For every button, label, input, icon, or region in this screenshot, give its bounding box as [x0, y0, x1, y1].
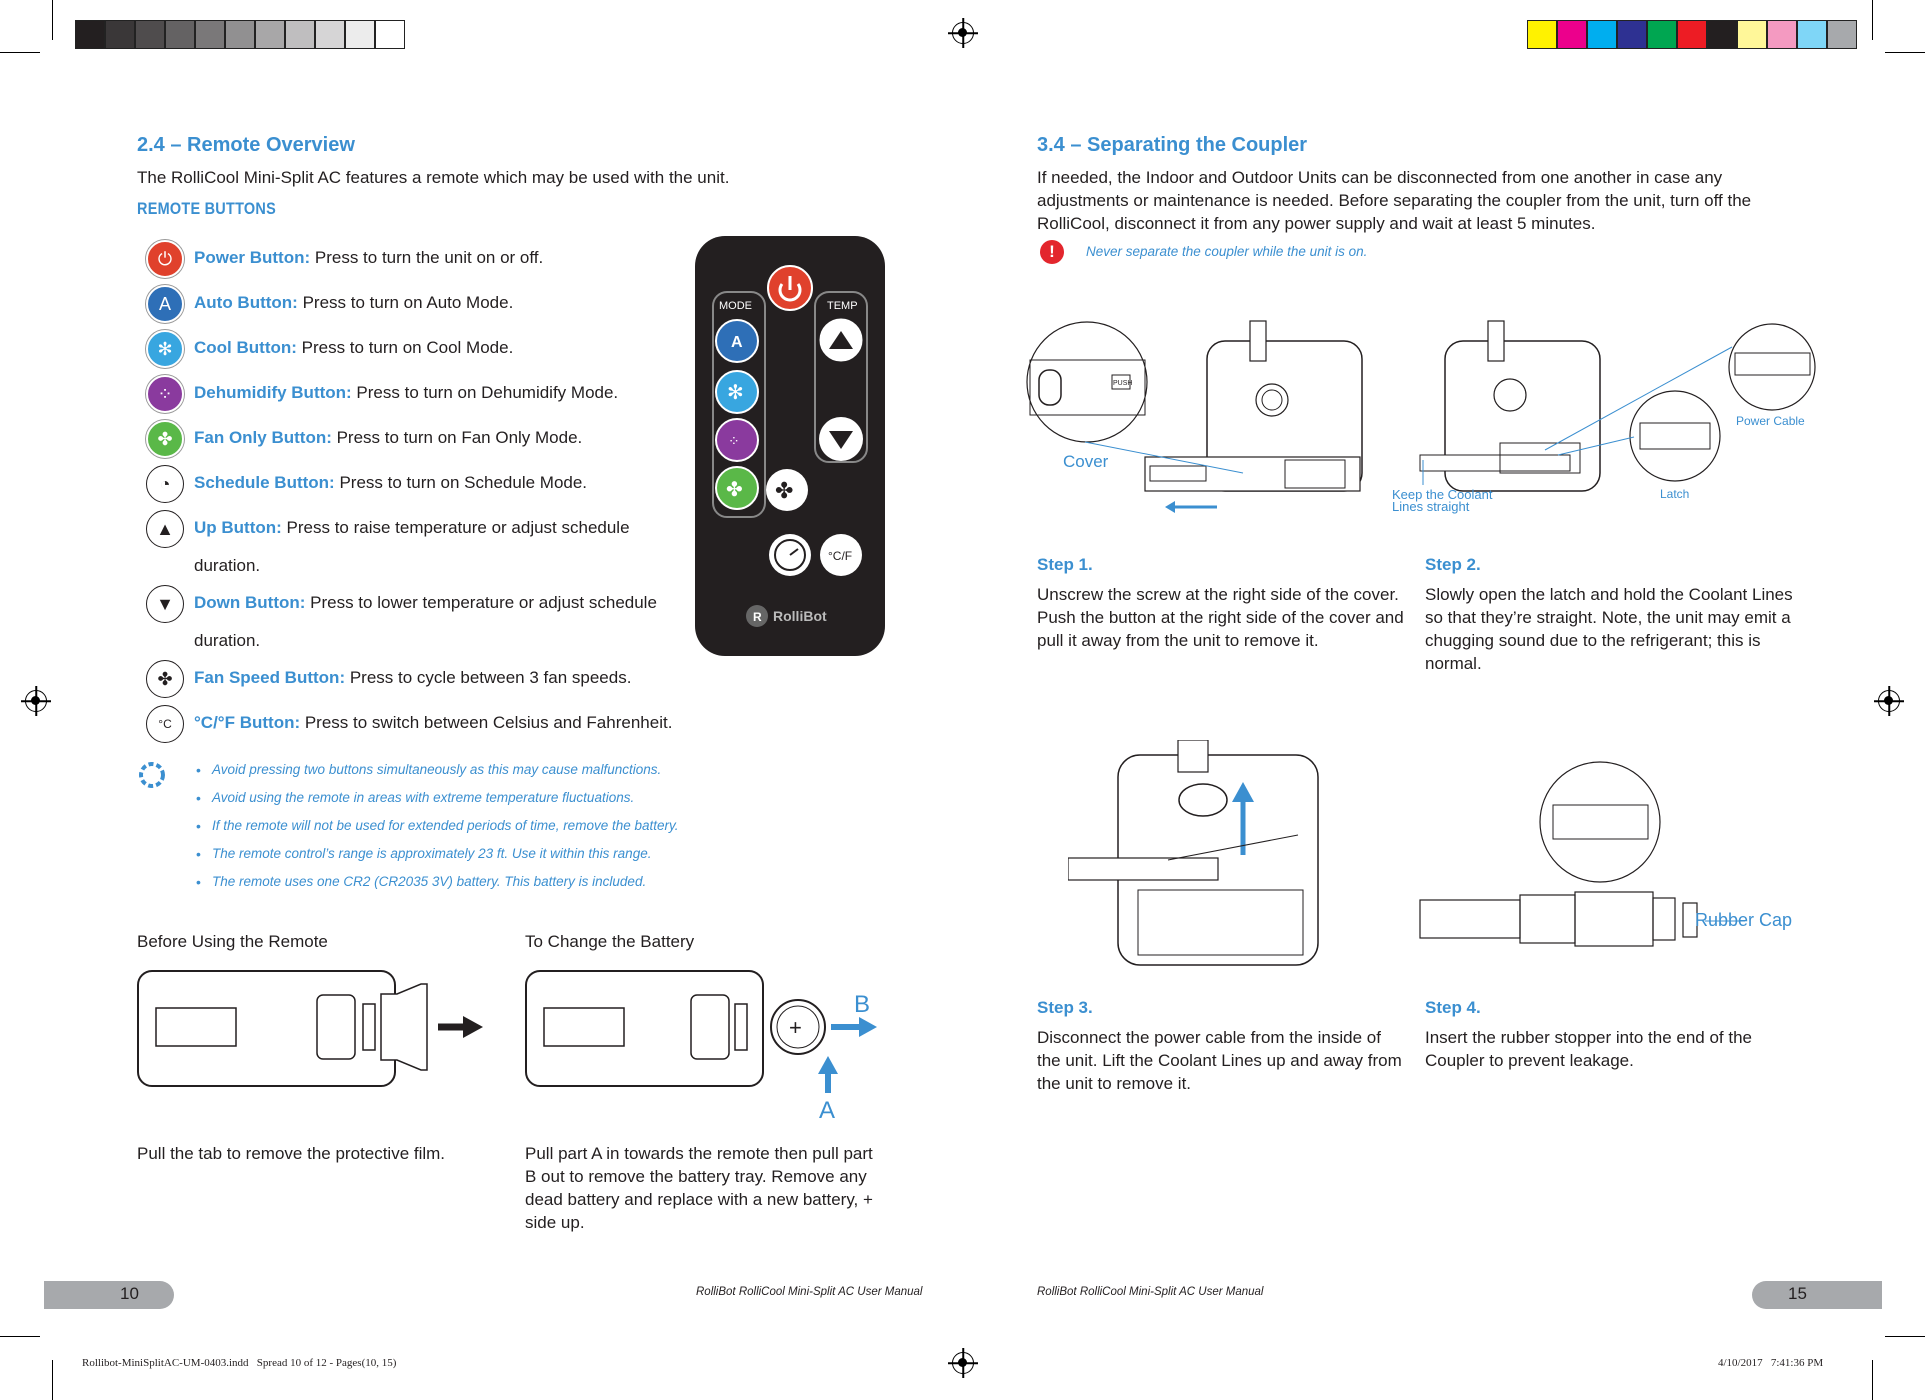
before-caption: Pull the tab to remove the protective film. — [137, 1144, 446, 1163]
warning-icon: ! — [1040, 240, 1064, 264]
page-number-tab — [1752, 1281, 1882, 1309]
remote-illustration — [690, 232, 890, 662]
color-swatch — [1647, 20, 1677, 49]
svg-text:✤: ✤ — [726, 477, 743, 501]
button-name: Fan Speed Button: — [194, 668, 346, 687]
note-bullet: • — [196, 874, 201, 890]
remove-film-illustration — [135, 968, 485, 1088]
color-swatch — [1557, 20, 1587, 49]
button-desc: Press to raise temperature or adjust schedule — [281, 518, 630, 537]
svg-text:°C/F: °C/F — [828, 549, 853, 563]
change-battery-illustration — [523, 968, 883, 1118]
button-name: Down Button: — [194, 593, 306, 612]
down-arrow-icon: ▼ — [146, 585, 184, 623]
power-cable-label: Power Cable — [1736, 414, 1805, 428]
step3-body: Disconnect the power cable from the inside of the unit. Lift the Coolant Lines up and away from the unit to remove it. — [1037, 1028, 1402, 1093]
svg-text:✤: ✤ — [775, 479, 794, 504]
remote-mode-label: MODE — [719, 300, 752, 312]
note-item: If the remote will not be used for extended periods of time, remove the battery. — [212, 818, 679, 833]
gray-swatch — [105, 20, 135, 49]
label-b: B — [854, 991, 871, 1018]
svg-text:+: + — [789, 1015, 802, 1040]
section-title: 2.4 – Remote Overview — [137, 134, 355, 156]
droplets-icon: ⁘ — [146, 375, 184, 413]
slug-left: Rollibot-MiniSplitAC-UM-0403.indd Spread 10 of 12 - Pages(10, 15) — [82, 1357, 397, 1369]
rubber-cap-label: Rubber Cap — [1695, 910, 1793, 930]
gray-swatch — [345, 20, 375, 49]
color-swatch — [1827, 20, 1857, 49]
step4-title: Step 4. — [1425, 998, 1481, 1017]
color-swatch — [1587, 20, 1617, 49]
step3-title: Step 3. — [1037, 998, 1093, 1017]
button-desc: Press to turn on Fan Only Mode. — [331, 428, 583, 447]
up-arrow-icon: ▲ — [146, 510, 184, 548]
gray-swatch — [135, 20, 165, 49]
note-item: The remote uses one CR2 (CR2035 3V) battery. This battery is included. — [212, 874, 647, 889]
step1-figure — [1025, 315, 1385, 515]
registration-mark-bottom — [952, 1352, 974, 1374]
button-desc: Press to turn on Cool Mode. — [296, 338, 514, 357]
auto-icon: A — [146, 285, 184, 323]
step4-body: Insert the rubber stopper into the end of the Coupler to prevent leakage. — [1425, 1028, 1752, 1070]
gray-swatch — [315, 20, 345, 49]
color-swatch — [1737, 20, 1767, 49]
note-bullet: • — [196, 762, 201, 778]
button-name: Schedule Button: — [194, 473, 335, 492]
intro-text: If needed, the Indoor and Outdoor Units can be disconnected from one another in case any adjustments or maintenance is needed. Before separating the coupler from the unit, turn off the RolliCool, disconnect it from any power supply and wait at least 5 minutes. — [1037, 168, 1752, 233]
warning-text: Never separate the coupler while the unit is on. — [1086, 244, 1368, 259]
power-icon: ⏻ — [146, 240, 184, 278]
note-item: Avoid using the remote in areas with extreme temperature fluctuations. — [212, 790, 635, 805]
change-battery-title: To Change the Battery — [525, 932, 695, 951]
keep-coolant-label: Keep the Coolant Lines straight — [1392, 487, 1493, 514]
gray-swatch — [285, 20, 315, 49]
svg-text:A: A — [731, 334, 743, 351]
button-desc-cont: duration. — [194, 631, 261, 650]
step1-title: Step 1. — [1037, 555, 1093, 574]
color-swatch — [1767, 20, 1797, 49]
button-desc: Press to cycle between 3 fan speeds. — [345, 668, 632, 687]
button-desc: Press to lower temperature or adjust schedule — [305, 593, 657, 612]
color-swatch — [1617, 20, 1647, 49]
color-swatch — [1797, 20, 1827, 49]
button-desc: Press to turn on Auto Mode. — [297, 293, 514, 312]
button-desc: Press to turn on Dehumidify Mode. — [351, 383, 619, 402]
page-number-tab — [44, 1281, 174, 1309]
latch-label: Latch — [1660, 487, 1690, 501]
remote-brand: RolliBot — [773, 608, 827, 624]
gray-swatch — [195, 20, 225, 49]
before-using-title: Before Using the Remote — [137, 932, 328, 951]
tips-icon — [137, 760, 167, 790]
gray-swatch — [225, 20, 255, 49]
cover-label: Cover — [1063, 452, 1109, 471]
page-number: 15 — [1788, 1284, 1807, 1303]
gray-swatch — [75, 20, 105, 49]
clock-icon: ◔ — [146, 465, 184, 503]
page-footer: RolliBot RolliCool Mini-Split AC User Manual — [696, 1286, 923, 1298]
svg-text:⁘: ⁘ — [728, 434, 740, 450]
button-name: Dehumidify Button: — [194, 383, 352, 402]
label-a: A — [819, 1097, 836, 1118]
button-desc: Press to switch between Celsius and Fahrenheit. — [300, 713, 673, 732]
color-swatch — [1707, 20, 1737, 49]
registration-mark-left — [25, 690, 47, 712]
remote-buttons-heading: REMOTE BUTTONS — [137, 199, 276, 218]
svg-text:R: R — [753, 610, 762, 624]
page-number: 10 — [120, 1284, 139, 1303]
change-caption: Pull part A in towards the remote then pull part B out to remove the battery tray. Remove any dead battery and replace with a new battery, + side up. — [525, 1144, 873, 1232]
button-name: Auto Button: — [194, 293, 298, 312]
note-bullet: • — [196, 846, 201, 862]
remote-temp-label: TEMP — [827, 300, 858, 312]
button-name: Cool Button: — [194, 338, 297, 357]
gray-swatch — [375, 20, 405, 49]
note-item: Avoid pressing two buttons simultaneously as this may cause malfunctions. — [212, 762, 662, 777]
slug-right: 4/10/2017 7:41:36 PM — [1718, 1357, 1824, 1369]
intro-text: The RolliCool Mini-Split AC features a remote which may be used with the unit. — [137, 168, 730, 187]
fan-speed-icon: ✤ — [146, 660, 184, 698]
color-swatch — [1677, 20, 1707, 49]
button-desc-cont: duration. — [194, 556, 261, 575]
page-footer: RolliBot RolliCool Mini-Split AC User Manual — [1037, 1286, 1264, 1298]
button-desc: Press to turn on Schedule Mode. — [334, 473, 588, 492]
color-swatch — [1527, 20, 1557, 49]
gray-swatch — [255, 20, 285, 49]
fan-icon: ✤ — [146, 420, 184, 458]
note-bullet: • — [196, 818, 201, 834]
button-name: Fan Only Button: — [194, 428, 332, 447]
button-desc: Press to turn the unit on or off. — [310, 248, 544, 267]
section-title: 3.4 – Separating the Coupler — [1037, 134, 1308, 156]
svg-text:✻: ✻ — [727, 380, 744, 404]
gray-swatch — [165, 20, 195, 49]
button-name: Up Button: — [194, 518, 282, 537]
step3-figure — [1068, 740, 1328, 970]
celsius-fahrenheit-icon: °C — [146, 705, 184, 743]
registration-mark-right — [1878, 690, 1900, 712]
step1-body: Unscrew the screw at the right side of the cover. Push the button at the right side of the cover and pull it away from the unit to remove it. — [1037, 585, 1404, 650]
note-item: The remote control’s range is approximately 23 ft. Use it within this range. — [212, 846, 652, 861]
step2-body: Slowly open the latch and hold the Coolant Lines so that they’re straight. Note, the unit may emit a chugging sound due to the refrigerant; this is normal. — [1425, 585, 1793, 673]
button-name: °C/°F Button: — [194, 713, 301, 732]
note-bullet: • — [196, 790, 201, 806]
svg-text:PUSH: PUSH — [1113, 380, 1133, 387]
registration-mark-top — [952, 22, 974, 44]
button-name: Power Button: — [194, 248, 311, 267]
step2-title: Step 2. — [1425, 555, 1481, 574]
snowflake-icon: ✻ — [146, 330, 184, 368]
